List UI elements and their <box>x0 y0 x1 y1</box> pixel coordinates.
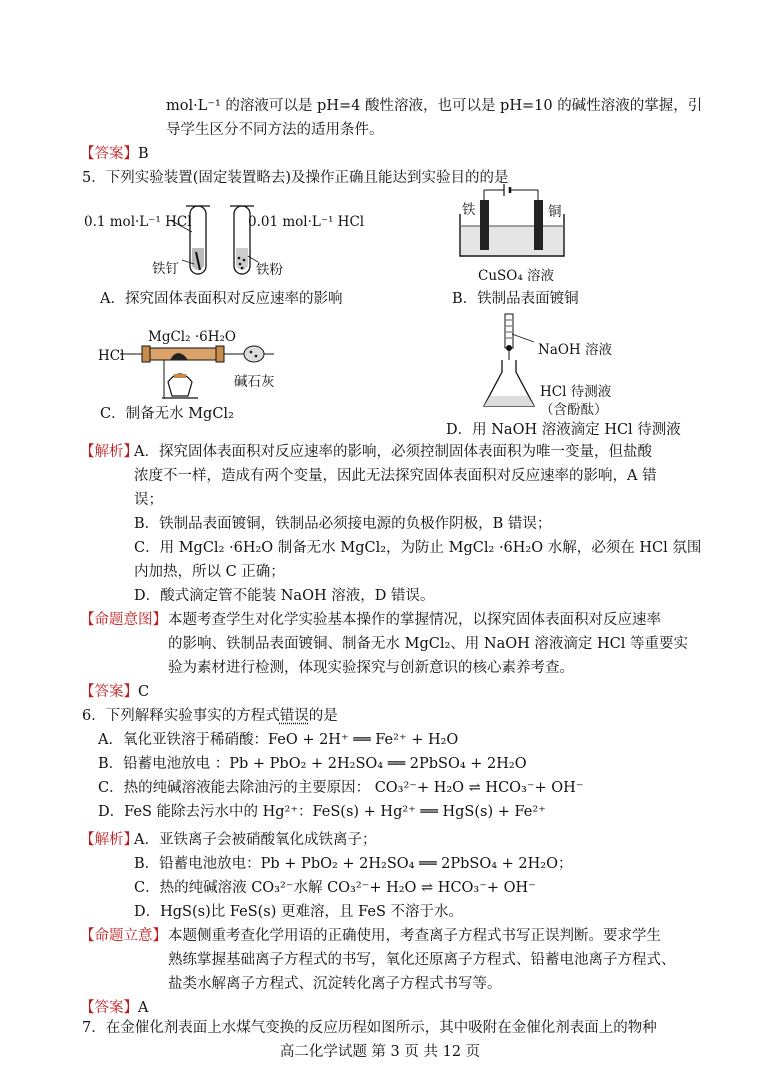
q5-analysis-line: 浓度不一样，造成有两个变量，因此无法探究固体表面积对反应速率的影响，A 错 <box>134 468 657 484</box>
fig-c-label-3: 碱石灰 <box>234 374 275 390</box>
q5-analysis-line: C．用 MgCl₂ ·6H₂O 制备无水 MgCl₂，为防止 MgCl₂ ·6H₂O 水解，必须在 HCl 氛围 <box>134 540 702 556</box>
q5-intent-tag: 【命题意图】 <box>80 612 167 628</box>
q6-intent-line: 熟练掌握基础离子方程式的书写，氧化还原离子方程式、铅蓄电池离子方程式、 <box>168 952 676 968</box>
fig-a-label-1: 0.1 mol·L⁻¹ HCl <box>84 214 192 230</box>
fig-b-caption: B．铁制品表面镀铜 <box>452 291 579 307</box>
fig-c-label-1: MgCl₂ ·6H₂O <box>148 329 236 345</box>
q5-intent-line: 的影响、铁制品表面镀铜、制备无水 MgCl₂、用 NaOH 溶液滴定 HCl 等重要实 <box>168 636 688 652</box>
q5-analysis-line: 内加热，所以 C 正确； <box>134 564 285 580</box>
fig-d-label-2: HCl 待测液 <box>540 384 612 400</box>
q6-analysis-line: B．铅蓄电池放电：Pb + PbO₂ + 2H₂SO₄ ══ 2PbSO₄ + 2H₂O； <box>134 856 573 872</box>
fig-a-caption: A．探究固体表面积对反应速率的影响 <box>100 291 343 307</box>
answer-5 <box>80 682 149 702</box>
fig-d-label-3: （含酚酞） <box>540 402 608 418</box>
answer-tag: 【答案】 <box>80 146 138 162</box>
fig-a-label-3: 铁钉 <box>152 261 179 277</box>
q6-intent-line: 盐类水解离子方程式、沉淀转化离子方程式书写等。 <box>168 976 502 992</box>
fig-d-label-1: NaOH 溶液 <box>538 342 612 358</box>
answer-tag: 【答案】 <box>80 1000 138 1016</box>
q7-stem: 7．在金催化剂表面上水煤气变换的反应历程如图所示，其中吸附在金催化剂表面上的物种 <box>82 1020 657 1036</box>
q5-analysis-tag: 【解析】 <box>80 444 138 460</box>
fig-a-label-4: 铁粉 <box>256 262 283 278</box>
q5-intent-line: 本题考查学生对化学实验基本操作的掌握情况，以探究固体表面积对反应速率 <box>168 612 661 628</box>
q6-option-c: C．热的纯碱溶液能去除油污的主要原因： CO₃²⁻+ H₂O ⇌ HCO₃⁻+ OH⁻ <box>98 780 584 796</box>
q5-analysis-line: B．铁制品表面镀铜，铁制品必须接电源的负极作阴极，B 错误； <box>134 516 552 532</box>
answer-tag: 【答案】 <box>80 684 138 700</box>
q6-stem-emphasis: 错误 <box>279 708 309 724</box>
fig-b-label-3: CuSO₄ 溶液 <box>478 268 555 284</box>
q6-analysis-line: D．HgS(s)比 FeS(s) 更难溶，且 FeS 不溶于水。 <box>134 904 463 920</box>
q5-intent-line: 验为素材进行检测，体现实验探究与创新意识的核心素养考查。 <box>168 660 574 676</box>
fig-d-caption: D．用 NaOH 溶液滴定 HCl 待测液 <box>446 422 681 438</box>
q6-stem: 6．下列解释实验事实的方程式错误的是 <box>82 708 338 724</box>
figure-b <box>450 180 580 262</box>
fig-b-label-1: 铁 <box>462 202 476 218</box>
q6-analysis-line: A．亚铁离子会被硝酸氧化成铁离子； <box>134 832 377 848</box>
q6-intent-tag: 【命题立意】 <box>80 928 167 944</box>
q6-option-a: A．氧化亚铁溶于稀硝酸：FeO + 2H⁺ ══ Fe²⁺ + H₂O <box>98 732 459 748</box>
q5-stem: 5．下列实验装置(固定装置略去)及操作正确且能达到实验目的的是 <box>82 170 509 186</box>
q6-intent-line: 本题侧重考查化学用语的正确使用，考查离子方程式书写正误判断。要求学生 <box>168 928 661 944</box>
q5-analysis-line: D．酸式滴定管不能装 NaOH 溶液，D 错误。 <box>134 588 435 604</box>
q6-option-d: D．FeS 能除去污水中的 Hg²⁺：FeS(s) + Hg²⁺ ══ HgS(s) + Fe²⁺ <box>98 804 546 820</box>
q5-analysis-line: 误； <box>134 492 163 508</box>
answer-6 <box>80 998 148 1018</box>
answer-value: A <box>138 1000 149 1016</box>
q6-option-b: B．铅蓄电池放电 ：Pb + PbO₂ + 2H₂SO₄ ══ 2PbSO₄ + 2H₂O <box>98 756 527 772</box>
q6-analysis-tag: 【解析】 <box>80 832 138 848</box>
intro-line-2: 导学生区分不同方法的适用条件。 <box>166 122 384 138</box>
answer-4 <box>80 144 149 164</box>
answer-value: C <box>138 684 150 700</box>
fig-a-label-2: 0.01 mol·L⁻¹ HCl <box>248 214 365 230</box>
intro-line-1: mol·L⁻¹ 的溶液可以是 pH=4 酸性溶液，也可以是 pH=10 的碱性溶液的掌握，引 <box>166 98 703 114</box>
q5-analysis-line: A．探究固体表面积对反应速率的影响，必须控制固体表面积为唯一变量，但盐酸 <box>134 444 652 460</box>
page-footer: 高二化学试题 第 3 页 共 12 页 <box>279 1044 481 1060</box>
answer-value: B <box>138 146 149 162</box>
q6-analysis-line: C．热的纯碱溶液 CO₃²⁻水解 CO₃²⁻+ H₂O ⇌ HCO₃⁻+ OH⁻ <box>134 880 536 896</box>
figure-a <box>82 198 382 283</box>
fig-c-label-2: HCl <box>98 348 125 364</box>
fig-c-caption: C．制备无水 MgCl₂ <box>100 406 234 422</box>
fig-b-label-2: 铜 <box>548 204 562 220</box>
